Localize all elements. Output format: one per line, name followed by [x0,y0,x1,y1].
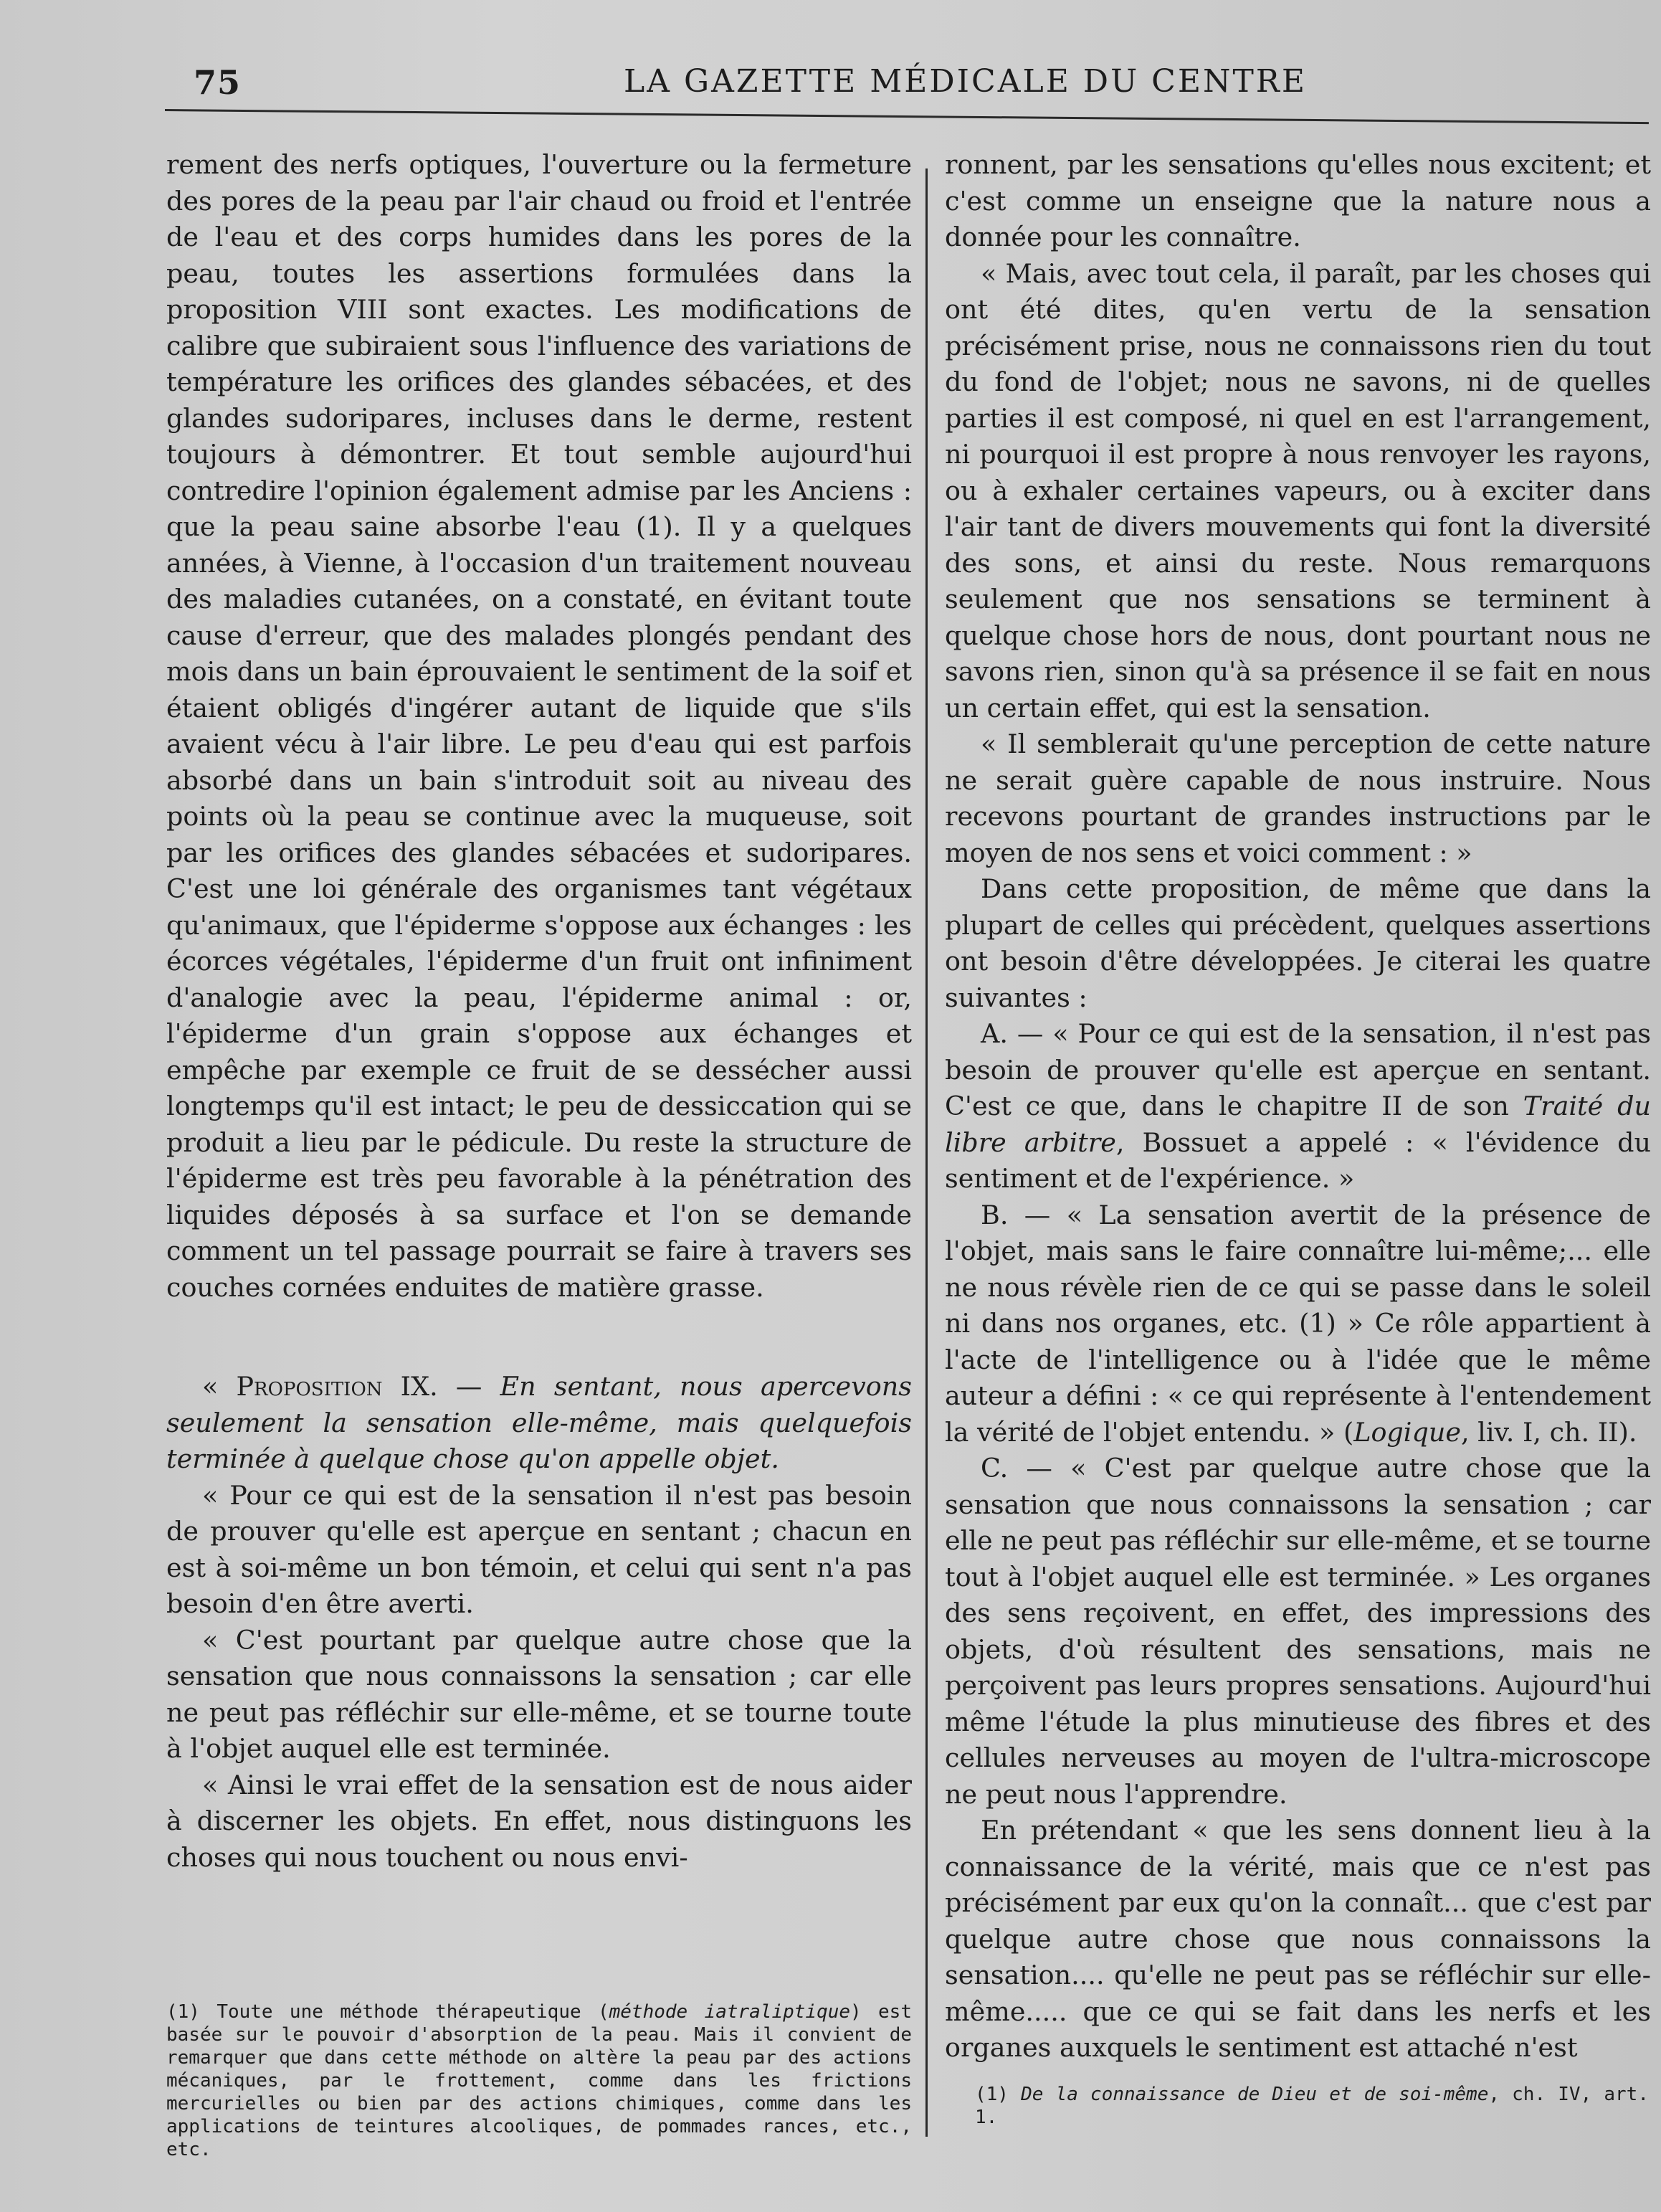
proposition-heading [166,1369,912,1478]
footnote-right [975,2083,1649,2129]
left-column [166,147,912,1876]
footnote-number: (1) [166,2001,217,2023]
proposition-text: En sentant, nous apercevons seulement la sensation elle-même, mais quelquefois terminée à quelque chose qu'on appelle objet. [166,1371,912,1474]
paragraph: « Mais, avec tout cela, il paraît, par les choses qui ont été dites, qu'en vertu de la sensation précisément prise, nous ne connaissons rien du tout du fond de l'objet; nous ne savons, ni de quelles parties il est composé, ni quel en est l'arrangement, ni pourquoi il est propre à nous renvoyer les rayons, ou à exhaler certaines vapeurs, ou à exciter dans l'air tant de divers mouvements qui font la diversité des sons, et ainsi du reste. Nous remarquons seulement que nos sensations se terminent à quelque chose hors de nous, dont pourtant nous ne savons rien, sinon qu'à sa présence il se fait en nous un certain effet, qui est la sensation. [945,257,1651,723]
footnote-text: , ch. IV, art. 1. [975,2084,1649,2128]
page-number: 75 [194,63,242,102]
text: , liv. I, ch. II). [1460,1416,1637,1448]
text: A. — « Pour ce qui est de la sensation, il n'est pas besoin de prouver qu'elle est aperçue en sentant. C'est ce que, dans le chapitre II de son [945,1018,1651,1121]
paragraph: Dans cette proposition, de même que dans la plupart de celles qui précèdent, quelques assertions ont besoin d'être développées. Je citerai les quatre suivantes : [945,873,1651,1013]
footnote-number: (1) [975,2084,1022,2105]
paragraph: ronnent, par les sensations qu'elles nous excitent; et c'est comme un enseigne que la nature nous a donnée pour les connaître. [945,149,1651,252]
paragraph: « Ainsi le vrai effet de la sensation est de nous aider à discerner les objets. En effet, nous distinguons les choses qui nous touchent ou nous envi- [166,1769,912,1873]
right-column [945,147,1651,2066]
paragraph: rement des nerfs optiques, l'ouverture ou la fermeture des pores de la peau par l'air chaud ou froid et l'entrée de l'eau et des corps humides dans les pores de la peau, toutes les assertions formulées dans la proposition VIII sont exactes. Les modifications de calibre que subiraient sous l'influence des variations de température les orifices des glandes sébacées, et des glandes sudoripares, incluses dans le derme, restent toujours à démontrer. Et tout semble aujourd'hui contredire l'opinion également admise par les Anciens : que la peau saine absorbe l'eau (1). Il y a quelques années, à Vienne, à l'occasion d'un traitement nouveau des maladies cutanées, on a constaté, en évitant toute cause d'erreur, que des malades plongés pendant des mois dans un bain éprouvaient le sentiment de la soif et étaient obligés d'ingérer autant de liquide que s'ils avaient vécu à l'air libre. Le peu d'eau qui est parfois absorbé dans un bain s'introduit soit au niveau des points où la peau se continue avec la muqueuse, soit par les orifices des glandes sébacées et sudoripares. C'est une loi générale des organismes tant végétaux qu'animaux, que l'épiderme s'oppose aux échanges : les écorces végétales, l'épiderme d'un fruit ont infiniment d'analogie avec la peau, l'épiderme animal : or, l'épiderme d'un grain s'oppose aux échanges et empêche par exemple ce fruit de se dessécher aussi longtemps qu'il est intact; le peu de dessiccation qui se produit a lieu par le pédicule. Du reste la structure de l'épiderme est très peu favorable à la pénétration des liquides déposés à sa surface et l'on se demande comment un tel passage pourrait se faire à travers ses couches cornées enduites de matière grasse. [166,149,912,1303]
proposition-label: Proposition IX. — [236,1371,500,1402]
footnote-italic: De la connaissance de Dieu et de soi-même [1021,2084,1489,2105]
paragraph: « C'est pourtant par quelque autre chose que la sensation que nous connaissons la sensation ; car elle ne peut pas réfléchir sur elle-même, et se tourne toute à l'objet auquel elle est terminée. [166,1624,912,1764]
citation-title: Logique [1353,1416,1461,1448]
paragraph-c: C. — « C'est par quelque autre chose que la sensation que nous connaissons la sensation ; car elle ne peut pas réfléchir sur elle-même, et se tourne tout à l'objet auquel elle est terminée. » Les organes des sens reçoivent, en effet, des impressions des objets, d'où résultent des sensations, mais ne perçoivent pas leurs propres sensations. Aujourd'hui même l'étude la plus minutieuse des fibres et des cellules nerveuses au moyen de l'ultra-microscope ne peut nous l'apprendre. [945,1453,1651,1810]
footnote-italic: méthode iatraliptique [609,2001,851,2023]
column-divider [925,168,928,2137]
paragraph: « Il semblerait qu'une perception de cette nature ne serait guère capable de nous instruire. Nous recevons pourtant de grandes instructions par le moyen de nos sens et voici comment : » [945,728,1651,868]
running-title: LA GAZETTE MÉDICALE DU CENTRE [624,63,1308,100]
paragraph-a [945,1016,1651,1197]
footnote-text: Toute une méthode thérapeutique ( [216,2001,609,2023]
section-gap [166,1306,912,1369]
citation-title: Traité du libre arbitre [945,1091,1651,1158]
paragraph: « Pour ce qui est de la sensation il n'est pas besoin de prouver qu'elle est aperçue en sentant ; chacun en est à soi-même un bon témoin, et celui qui sent n'a pas besoin d'en être averti. [166,1479,912,1619]
quote-mark: « [202,1371,237,1402]
text: B. — « La sensation avertit de la présence de l'objet, mais sans le faire connaître lui-même;... elle ne nous révèle rien de ce qui se passe dans le soleil ni dans nos organes, etc. (1) » Ce rôle appartient à l'acte de l'intelligence ou à l'idée que le même auteur a défini : « ce qui représente à l'entendement la vérité de l'objet entendu. » ( [945,1199,1651,1448]
paragraph: En prétendant « que les sens donnent lieu à la connaissance de la vérité, mais que ce n'est pas précisément par eux qu'on la connaît... que c'est par quelque autre chose que nous connaissons la sensation.... qu'elle ne peut pas se réfléchir sur elle-même..... que ce qui se fait dans les nerfs et les organes auxquels le sentiment est attaché n'est [945,1815,1651,2063]
page-header [194,63,1649,113]
text: , Bossuet a appelé : « l'évidence du sentiment et de l'expérience. » [945,1126,1651,1194]
footnote-text: ) est basée sur le pouvoir d'absorption de la peau. Mais il convient de remarquer que dans cette méthode on altère la peau par des actions mécaniques, par le frottement, comme dans les frictions mercurielles ou bien par des actions chimiques, comme dans les applications de teintures alcooliques, de pommades rances, etc., etc. [166,2001,912,2160]
footnote-left [166,2000,912,2161]
paragraph-b [945,1197,1651,1451]
